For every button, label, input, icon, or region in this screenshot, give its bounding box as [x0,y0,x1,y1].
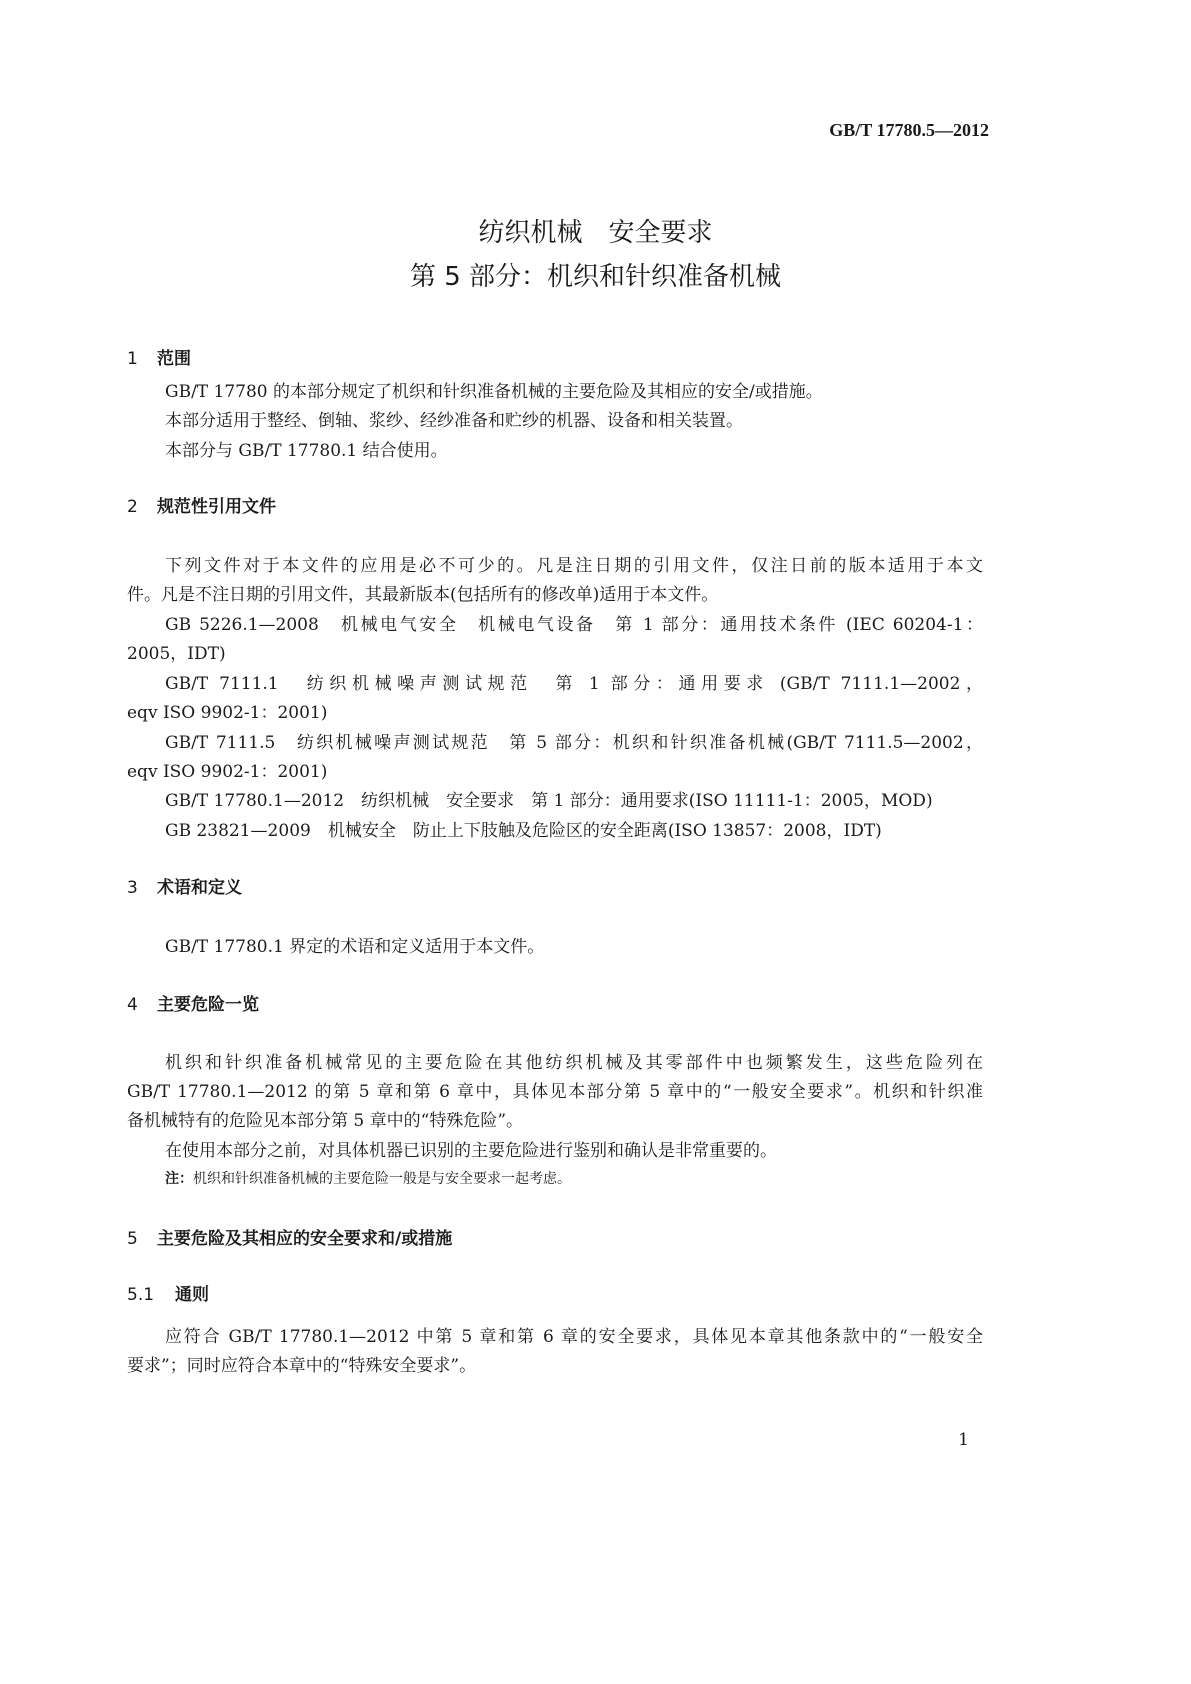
section-number: 2 [127,497,138,517]
section-title: 主要危险一览 [157,995,259,1015]
note-text: 机织和针织准备机械的主要危险一般是与安全要求一起考虑。 [193,1171,571,1187]
section-4-heading [127,990,259,1015]
section-5-heading [127,1224,452,1249]
paragraph-line: 应符合 GB/T 17780.1—2012 中第 5 章和第 6 章的安全要求，具体见本章其他条款中的“一般安全 [165,1327,983,1347]
section-number: 5 [127,1229,138,1249]
subsection-number: 5.1 [127,1285,155,1305]
reference-item: GB/T 7111.1 纺织机械噪声测试规范 第 1 部分：通用要求 (GB/T 7111.1—2002， [165,674,983,694]
paragraph-line: 下列文件对于本文件的应用是必不可少的。凡是注日期的引用文件，仅注日前的版本适用于本文 [165,556,983,576]
reference-item-cont: 2005，IDT) [127,644,226,664]
paragraph: GB/T 17780 的本部分规定了机织和针织准备机械的主要危险及其相应的安全/或措施。 [165,382,823,402]
paragraph: GB/T 17780.1 界定的术语和定义适用于本文件。 [165,937,545,957]
paragraph-line: GB/T 17780.1—2012 的第 5 章和第 6 章中，具体见本部分第 5 章中的“一般安全要求”。机织和针织准 [127,1082,983,1102]
section-3-heading [127,873,242,898]
reference-item-cont: eqv ISO 9902-1：2001) [127,762,328,782]
reference-item: GB/T 17780.1—2012 纺织机械 安全要求 第 1 部分：通用要求(ISO 11111-1：2005，MOD) [165,791,933,811]
paragraph-line: 件。凡是不注日期的引用文件，其最新版本(包括所有的修改单)适用于本文件。 [127,585,719,605]
section-title: 术语和定义 [157,878,242,898]
reference-item: GB/T 7111.5 纺织机械噪声测试规范 第 5 部分：机织和针织准备机械(GB/T 7111.5—2002， [165,733,983,753]
section-title: 主要危险及其相应的安全要求和/或措施 [157,1229,453,1249]
reference-item: GB 5226.1—2008 机械电气安全 机械电气设备 第 1 部分：通用技术条件 (IEC 60204-1： [165,615,983,635]
reference-item-cont: eqv ISO 9902-1：2001) [127,703,328,723]
page-number: 1 [958,1430,969,1450]
section-title: 范围 [157,349,191,369]
section-title: 规范性引用文件 [157,497,276,517]
note [165,1168,571,1188]
note-label: 注： [165,1171,193,1187]
section-number: 3 [127,878,138,898]
section-1-heading [127,344,191,369]
subsection-5-1-heading [127,1280,209,1305]
paragraph-line: 机织和针织准备机械常见的主要危险在其他纺织机械及其零部件中也频繁发生，这些危险列在 [165,1053,983,1073]
paragraph-line: 要求”；同时应符合本章中的“特殊安全要求”。 [127,1356,477,1376]
paragraph-line: 备机械特有的危险见本部分第 5 章中的“特殊危险”。 [127,1111,524,1131]
section-2-heading [127,492,276,517]
document-title-line1: 纺织机械 安全要求 [478,218,713,248]
paragraph: 本部分适用于整经、倒轴、浆纱、经纱准备和贮纱的机器、设备和相关装置。 [165,411,743,431]
paragraph: 在使用本部分之前，对具体机器已识别的主要危险进行鉴别和确认是非常重要的。 [165,1141,777,1161]
section-number: 1 [127,349,138,369]
section-number: 4 [127,995,138,1015]
subsection-title: 通则 [175,1285,209,1305]
standard-number: GB/T 17780.5—2012 [829,120,989,140]
reference-item: GB 23821—2009 机械安全 防止上下肢触及危险区的安全距离(ISO 13857：2008，IDT) [165,821,882,841]
document-title-line2: 第 5 部分：机织和针织准备机械 [409,262,782,292]
paragraph: 本部分与 GB/T 17780.1 结合使用。 [165,441,448,461]
